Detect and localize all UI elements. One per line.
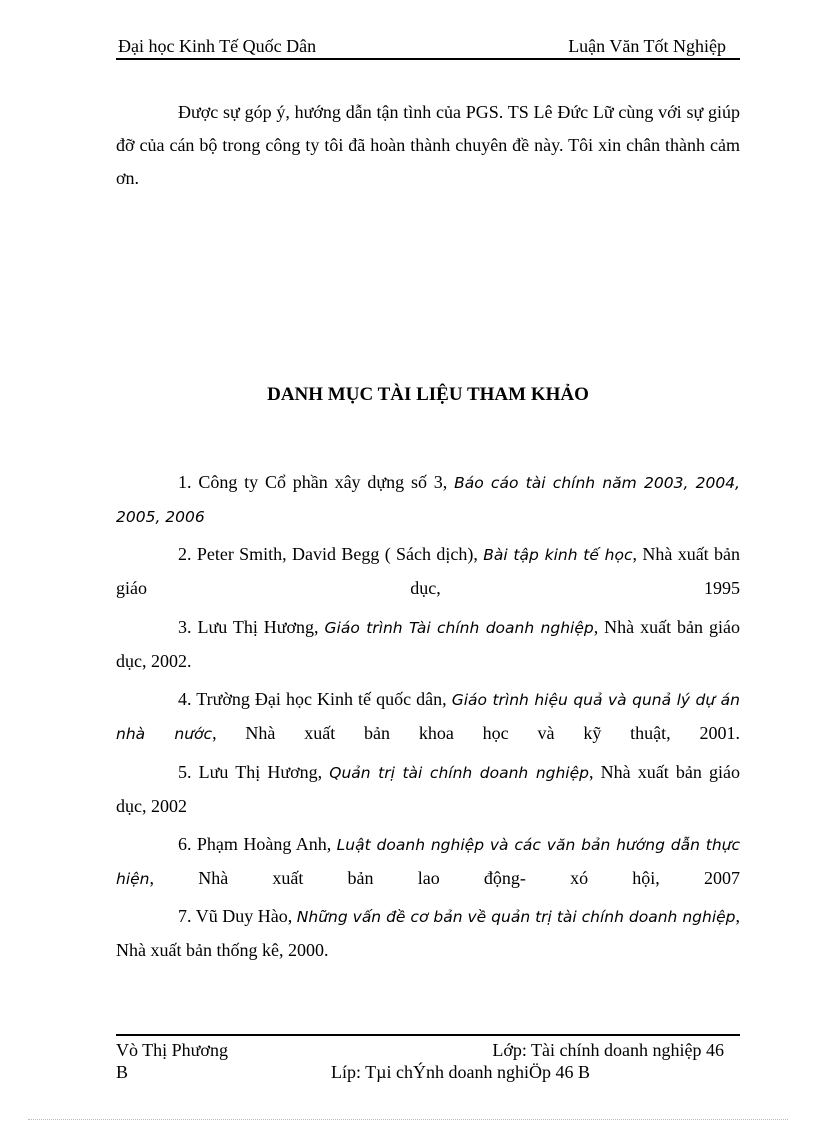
footer-class-overflow: B — [116, 1062, 129, 1082]
reference-item — [116, 828, 740, 896]
header-doc-type: Luận Văn Tốt Nghiệp — [568, 36, 726, 56]
footer-garbled-class: Líp: Tµi chÝnh doanh nghiÖp 46 B — [331, 1062, 591, 1082]
reference-publisher: , Nhà xuất bản giáo dục, 1995 — [116, 544, 741, 598]
reference-title: Luật doanh nghiệp và các văn bản hướng dẫn thực hiện — [116, 836, 740, 888]
reference-item — [116, 611, 740, 678]
reference-author: 7. Vũ Duy Hào, — [178, 906, 297, 926]
reference-author: 6. Phạm Hoàng Anh, — [178, 834, 337, 854]
reference-publisher: , Nhà xuất bản giáo dục, 2002 — [116, 762, 740, 816]
reference-title: Giáo trình Tài chính doanh nghiệp — [324, 619, 594, 637]
reference-publisher: , Nhà xuất bản lao động- xó hội, 2007 — [149, 868, 740, 888]
reference-item — [116, 756, 740, 823]
section-title: DANH MỤC TÀI LIỆU THAM KHẢO — [267, 384, 589, 405]
acknowledgement-paragraph: Được sự góp ý, hướng dẫn tận tình của PGS. TS Lê Đức Lữ cùng với sự giúp đỡ của cán bộ trong công ty tôi đã hoàn thành chuyên đề này. Tôi xin chân thành cảm ơn. — [116, 102, 740, 188]
reference-title: Bài tập kinh tế học — [483, 546, 633, 564]
reference-author: 1. Công ty Cổ phần xây dựng số 3, — [178, 472, 455, 492]
page-footer — [116, 1034, 740, 1082]
reference-title: Báo cáo tài chính năm 2003, 2004, 2005, 2006 — [116, 474, 740, 526]
page-boundary-divider — [28, 1119, 788, 1120]
reference-author: 4. Trường Đại học Kinh tế quốc dân, — [178, 689, 452, 709]
reference-publisher: , Nhà xuất bản thống kê, 2000. — [116, 906, 740, 960]
reference-author: 3. Lưu Thị Hương, — [178, 617, 325, 637]
reference-publisher: , Nhà xuất bản giáo dục, 2002. — [116, 617, 740, 671]
reference-title: Giáo trình hiệu quả và qunả lý dự án nhà nước — [116, 691, 740, 743]
reference-author: 5. Lưu Thị Hương, — [178, 762, 330, 782]
footer-author: Vò Thị Phương — [116, 1040, 228, 1060]
reference-item — [116, 900, 740, 967]
header-university: Đại học Kinh Tế Quốc Dân — [118, 36, 317, 56]
reference-item — [116, 683, 740, 751]
reference-item — [116, 538, 740, 605]
reference-publisher: , Nhà xuất bản khoa học và kỹ thuật, 2001. — [212, 723, 740, 743]
reference-item — [116, 466, 740, 534]
reference-author: 2. Peter Smith, David Begg ( Sách dịch), — [178, 544, 484, 564]
reference-title: Quản trị tài chính doanh nghiệp — [329, 764, 589, 782]
reference-title: Những vấn đề cơ bản về quản trị tài chính doanh nghiệp — [296, 908, 736, 926]
page-header — [116, 36, 740, 60]
footer-class: Lớp: Tài chính doanh nghiệp 46 — [492, 1040, 724, 1060]
